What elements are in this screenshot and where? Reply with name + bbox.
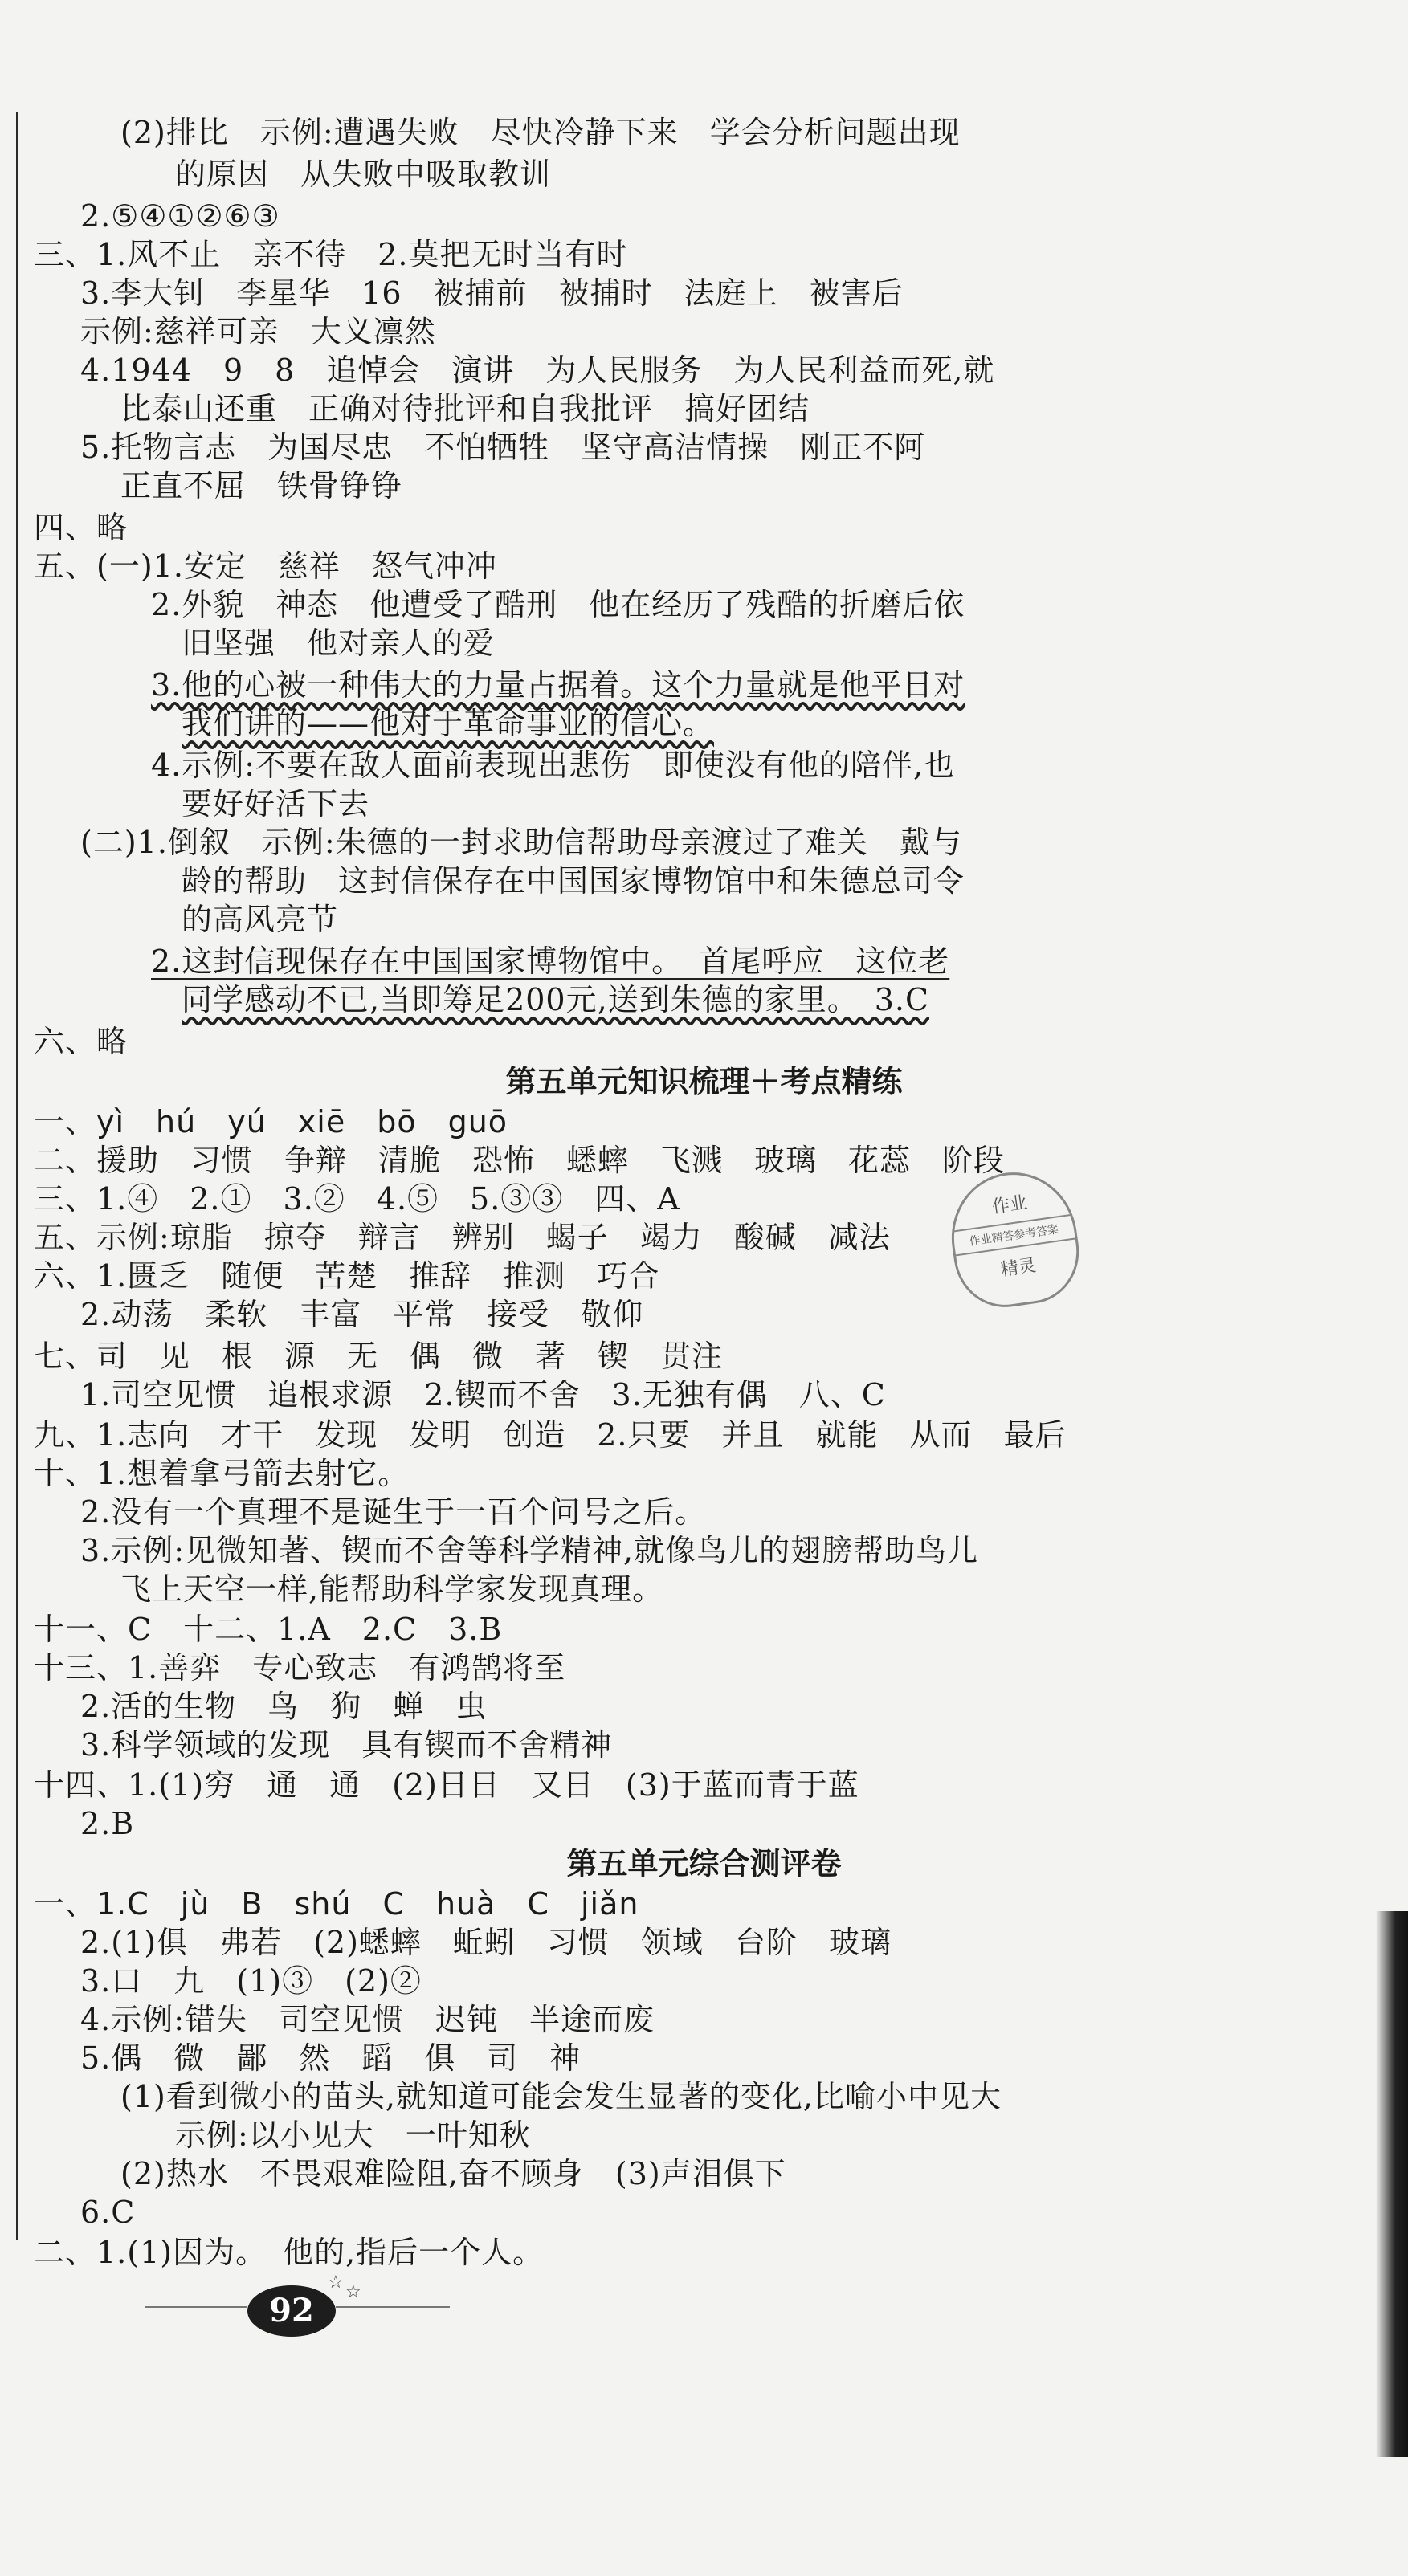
answer-line: 正直不屈 铁骨铮铮 xyxy=(120,468,403,503)
star-icon: ☆ xyxy=(328,2272,344,2293)
stamp-top-text: 作业 xyxy=(990,1192,1029,1218)
answer-line: 4.示例:不要在敌人面前表现出悲伤 即使没有他的陪伴,也 xyxy=(151,748,956,783)
stamp-middle-text: 作业精答参考答案 xyxy=(953,1214,1075,1257)
answer-line: 的高风亮节 xyxy=(182,902,339,937)
answer-line: 一、yì hú yú xiē bō guō xyxy=(34,1104,508,1139)
answer-line: 2.动荡 柔软 丰富 平常 接受 敬仰 xyxy=(80,1297,644,1332)
answer-line: 4.示例:错失 司空见惯 迟钝 半途而废 xyxy=(80,2002,655,2037)
answer-line: 示例:以小见大 一叶知秋 xyxy=(175,2117,531,2153)
answer-line: (二)1.倒叙 示例:朱德的一封求助信帮助母亲渡过了难关 戴与 xyxy=(80,825,962,860)
answer-line: 十三、1.善弈 专心致志 有鸿鹄将至 xyxy=(34,1650,566,1685)
answer-line: 十一、C 十二、1.A 2.C 3.B xyxy=(34,1612,503,1647)
margin-rule xyxy=(16,112,18,2240)
answer-line: 3.李大钊 李星华 16 被捕前 被捕时 法庭上 被害后 xyxy=(80,275,904,311)
answer-line: 六、1.匮乏 随便 苦楚 推辞 推测 巧合 xyxy=(34,1258,660,1294)
scan-shadow xyxy=(1376,1911,1408,2457)
answer-line: 同学感动不已,当即筹足200元,送到朱德的家里。 3.C xyxy=(182,982,930,1017)
star-icon: ☆ xyxy=(345,2282,361,2302)
answer-line: 2.活的生物 鸟 狗 蝉 虫 xyxy=(80,1689,488,1724)
ornament-line-left xyxy=(145,2306,247,2308)
answer-line: 的原因 从失败中吸取教训 xyxy=(175,157,552,192)
answer-line: 2.外貌 神态 他遭受了酷刑 他在经历了残酷的折磨后依 xyxy=(151,587,965,622)
answer-line: 要好好活下去 xyxy=(182,786,370,821)
answer-line: 3.口 九 (1)③ (2)② xyxy=(80,1963,422,1999)
answer-line: 旧坚强 他对亲人的爱 xyxy=(182,626,496,661)
answer-line: 十、1.想着拿弓箭去射它。 xyxy=(34,1456,410,1491)
answer-line: 一、1.C jù B shú C huà C jiǎn xyxy=(34,1886,639,1922)
answer-line: 飞上天空一样,能帮助科学家发现真理。 xyxy=(120,1571,664,1607)
section-title: 第五单元综合测评卷 xyxy=(566,1846,842,1881)
answer-line: 我们讲的——他对于革命事业的信心。 xyxy=(182,706,715,741)
answer-line: (2)热水 不畏艰难险阻,奋不顾身 (3)声泪俱下 xyxy=(120,2156,786,2191)
answer-line: 3.他的心被一种伟大的力量占据着。这个力量就是他平日对 xyxy=(151,667,965,703)
answer-line: 七、司 见 根 源 无 偶 微 著 锲 贯注 xyxy=(34,1339,724,1374)
answer-line: 3.科学领域的发现 具有锲而不舍精神 xyxy=(80,1727,613,1763)
answer-line: 比泰山还重 正确对待批评和自我批评 搞好团结 xyxy=(120,391,810,426)
answer-line: 九、1.志向 才干 发现 发明 创造 2.只要 并且 就能 从而 最后 xyxy=(34,1417,1067,1453)
answer-line: 示例:慈祥可亲 大义凛然 xyxy=(80,314,436,349)
answer-line: 十四、1.(1)穷 通 通 (2)日日 又日 (3)于蓝而青于蓝 xyxy=(34,1767,859,1803)
answer-line: 3.示例:见微知著、锲而不舍等科学精神,就像鸟儿的翅膀帮助鸟儿 xyxy=(80,1533,979,1568)
answer-line: 四、略 xyxy=(34,510,129,545)
answer-line: 二、援助 习惯 争辩 清脆 恐怖 蟋蟀 飞溅 玻璃 花蕊 阶段 xyxy=(34,1143,1006,1178)
answer-line: 2.这封信现保存在中国国家博物馆中。 首尾呼应 这位老 xyxy=(151,944,950,979)
answer-line: 五、示例:琼脂 掠夺 辩言 辨别 蝎子 竭力 酸碱 减法 xyxy=(34,1220,891,1255)
answer-line: 2.⑤④①②⑥③ xyxy=(80,198,280,234)
answer-line: (2)排比 示例:遭遇失败 尽快冷静下来 学会分析问题出现 xyxy=(120,115,961,150)
answer-line: 5.托物言志 为国尽忠 不怕牺牲 坚守高洁情操 刚正不阿 xyxy=(80,430,926,465)
answer-line: 三、1.风不止 亲不待 2.莫把无时当有时 xyxy=(34,237,628,272)
answer-line: 三、1.④ 2.① 3.② 4.⑤ 5.③③ 四、A xyxy=(34,1181,680,1217)
answer-line: 2.没有一个真理不是诞生于一百个问号之后。 xyxy=(80,1494,707,1530)
answer-line: 五、(一)1.安定 慈祥 怒气冲冲 xyxy=(34,548,497,584)
answer-line: 6.C xyxy=(80,2195,136,2230)
answer-line: 六、略 xyxy=(34,1024,129,1059)
ornament-line-right xyxy=(336,2306,450,2308)
answer-line: 2.B xyxy=(80,1806,135,1841)
homework-stamp xyxy=(943,1164,1086,1314)
answer-line: 4.1944 9 8 追悼会 演讲 为人民服务 为人民利益而死,就 xyxy=(80,353,995,388)
page-number: 92 xyxy=(247,2285,336,2337)
answer-line: 2.(1)俱 弗若 (2)蟋蟀 蚯蚓 习惯 领域 台阶 玻璃 xyxy=(80,1925,892,1960)
page-footer xyxy=(145,2272,450,2353)
stamp-bottom-text: 精灵 xyxy=(999,1255,1038,1281)
answer-line: 5.偶 微 鄙 然 蹈 俱 司 神 xyxy=(80,2040,582,2076)
answer-line: (1)看到微小的苗头,就知道可能会发生显著的变化,比喻小中见大 xyxy=(120,2079,1002,2114)
answer-line: 1.司空见惯 追根求源 2.锲而不舍 3.无独有偶 八、C xyxy=(80,1377,886,1412)
answer-line: 二、1.(1)因为。 他的,指后一个人。 xyxy=(34,2235,545,2270)
answer-line: 龄的帮助 这封信保存在中国国家博物馆中和朱德总司令 xyxy=(182,863,965,899)
section-title: 第五单元知识梳理＋考点精练 xyxy=(505,1064,903,1099)
